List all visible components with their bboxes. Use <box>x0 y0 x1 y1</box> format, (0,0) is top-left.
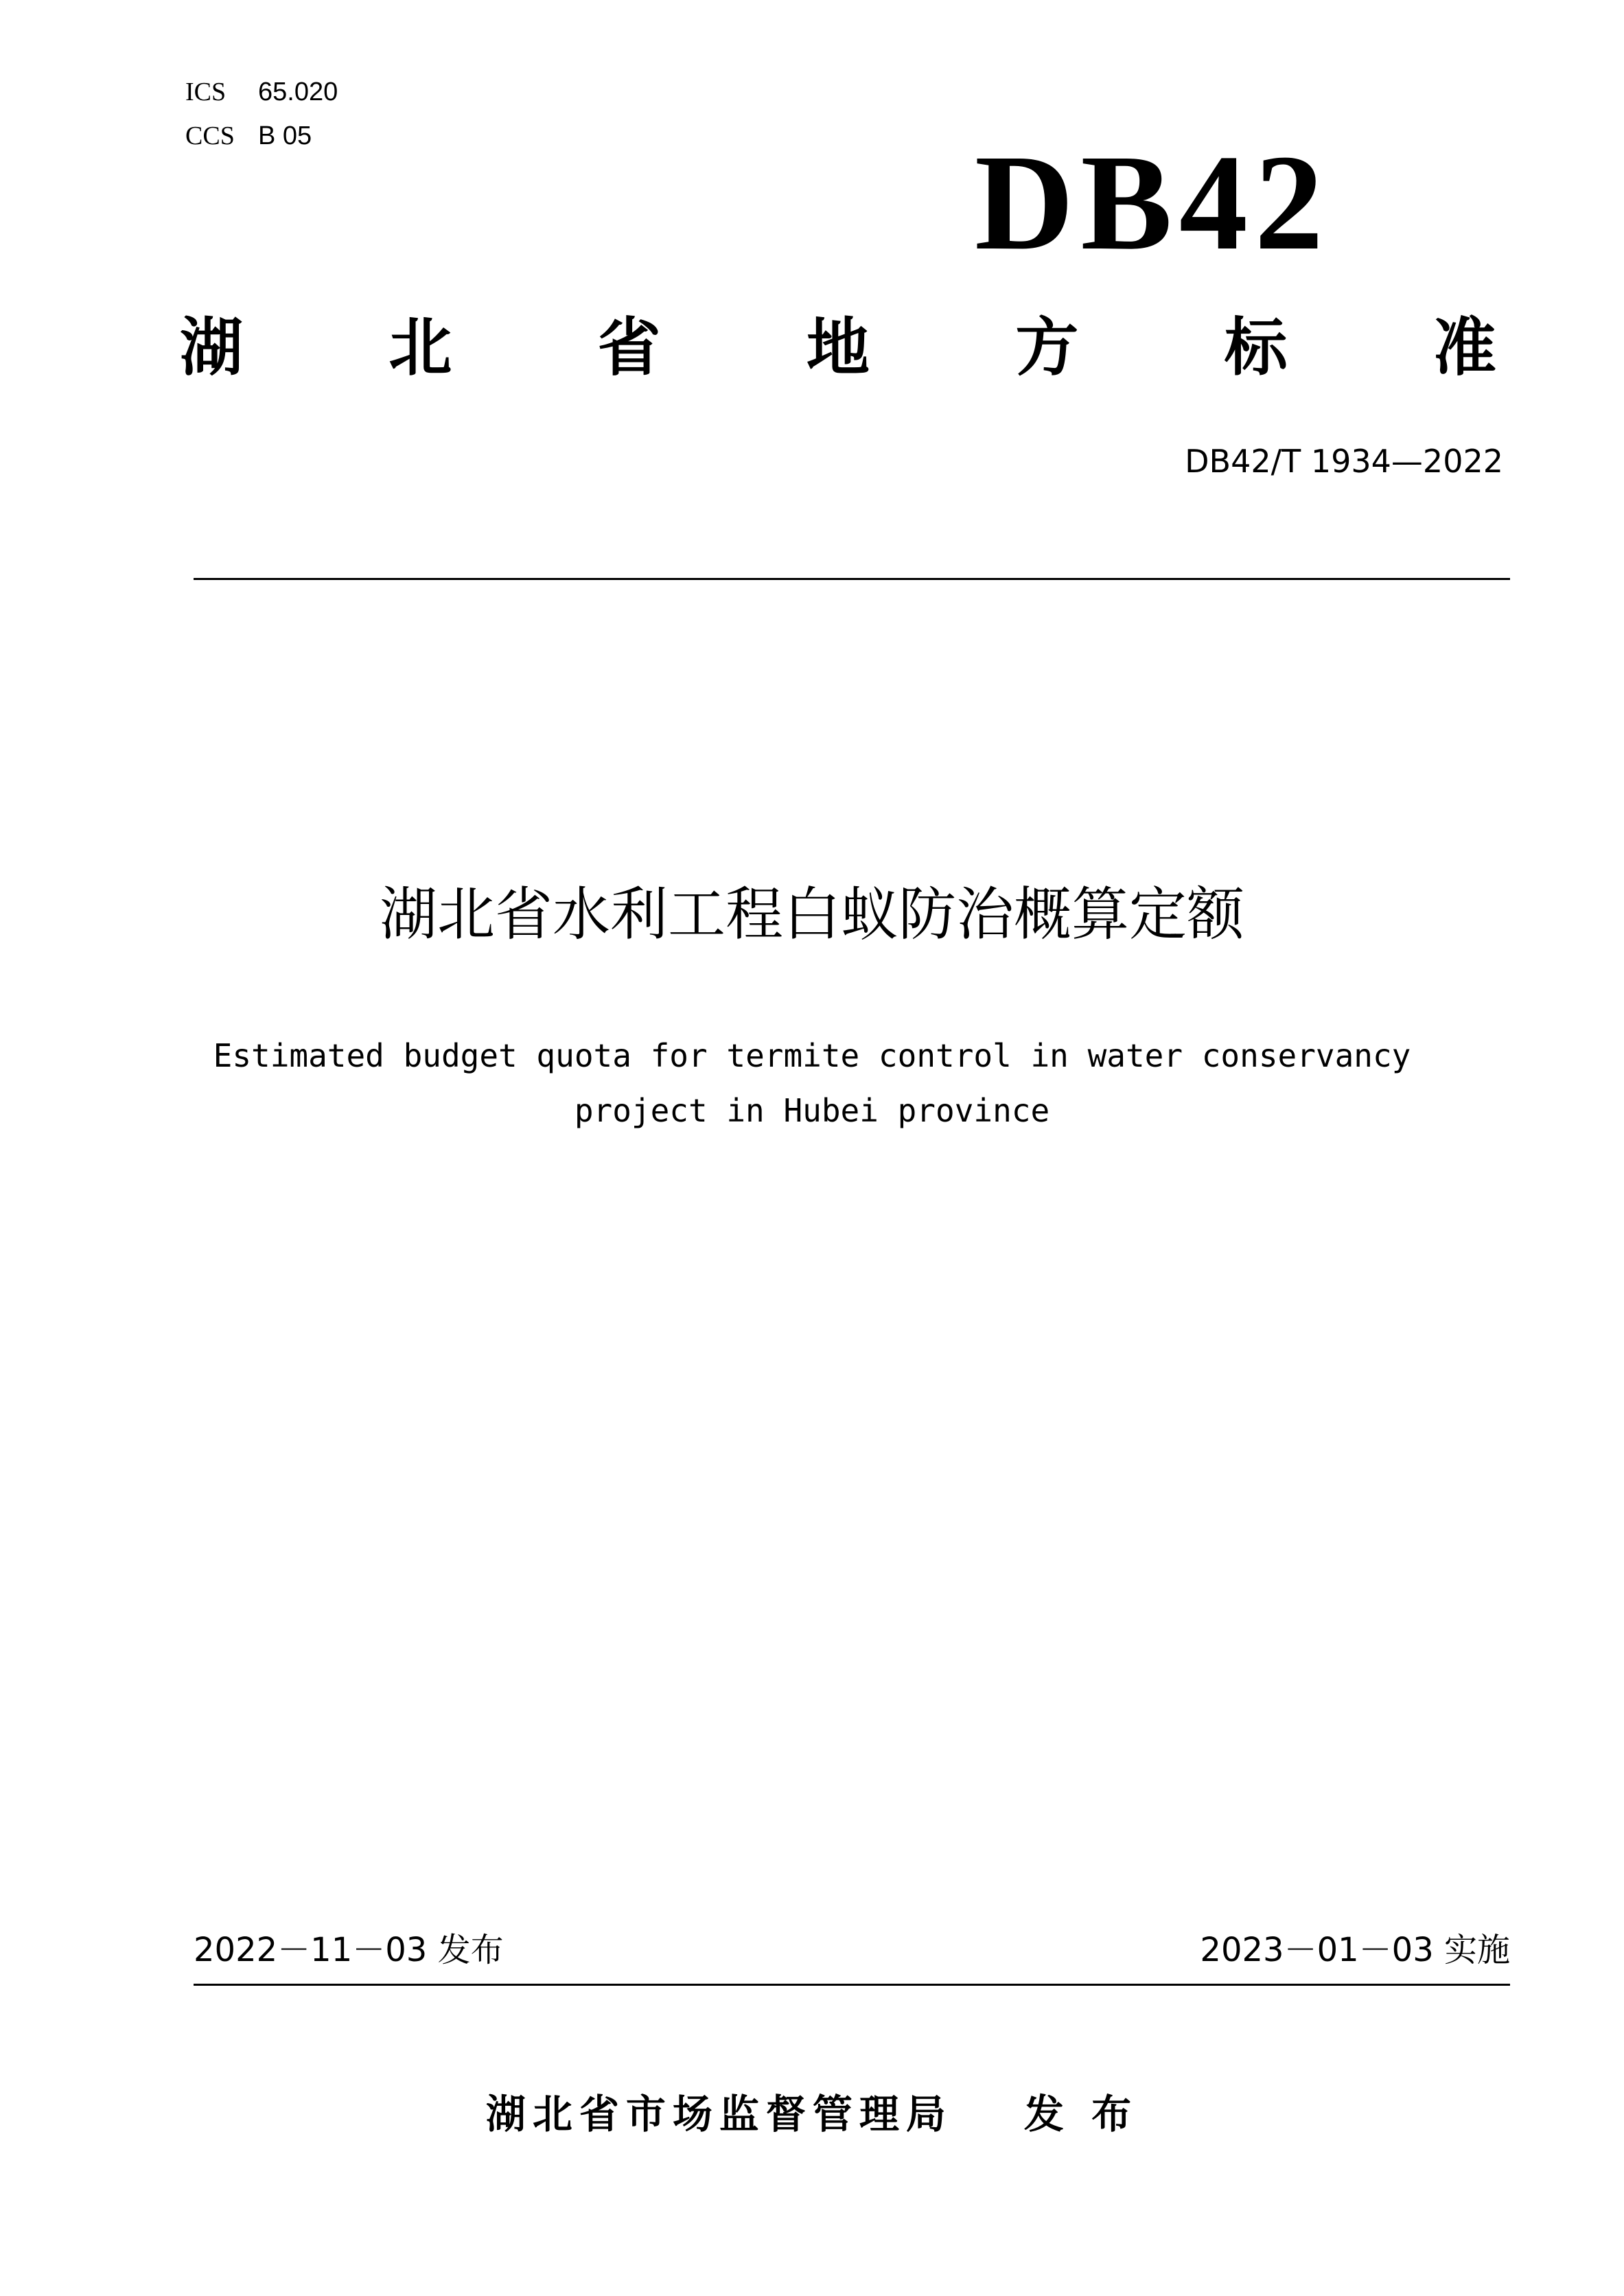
implement-date: 2023－01－03 实施 <box>1200 1931 1510 1969</box>
standard-kind <box>180 310 1496 386</box>
document-title-english-line-1: Estimated budget quota for termite control in water conservancy <box>213 1037 1411 1074</box>
standard-mark: DB42 <box>975 127 1330 279</box>
footer-divider <box>194 1984 1510 1986</box>
standard-kind-char: 省 <box>597 311 661 384</box>
ics-code <box>185 77 338 107</box>
standard-kind-char: 地 <box>806 311 870 384</box>
ics-label: ICS <box>185 78 227 106</box>
header-divider <box>194 578 1510 580</box>
ics-value: 65.020 <box>258 78 338 106</box>
issuing-authority <box>0 2088 1624 2140</box>
standard-number: DB42/T 1934—2022 <box>1185 443 1503 480</box>
ccs-value: B 05 <box>258 121 312 150</box>
issuer-organization: 湖北省市场监督管理局 <box>485 2091 953 2137</box>
ccs-label: CCS <box>185 121 235 150</box>
document-title-english-line-2: project in Hubei province <box>574 1092 1050 1129</box>
issuer-action: 发 布 <box>1023 2091 1139 2137</box>
standard-kind-char: 北 <box>388 311 452 384</box>
publish-date: 2022－11－03 发布 <box>194 1931 504 1969</box>
document-title-chinese: 湖北省水利工程白蚁防治概算定额 <box>379 881 1244 948</box>
standard-kind-char: 湖 <box>180 311 244 384</box>
standard-kind-char: 准 <box>1432 311 1496 384</box>
standard-kind-char: 标 <box>1224 311 1288 384</box>
standard-kind-char: 方 <box>1015 311 1079 384</box>
ccs-code <box>185 121 312 151</box>
